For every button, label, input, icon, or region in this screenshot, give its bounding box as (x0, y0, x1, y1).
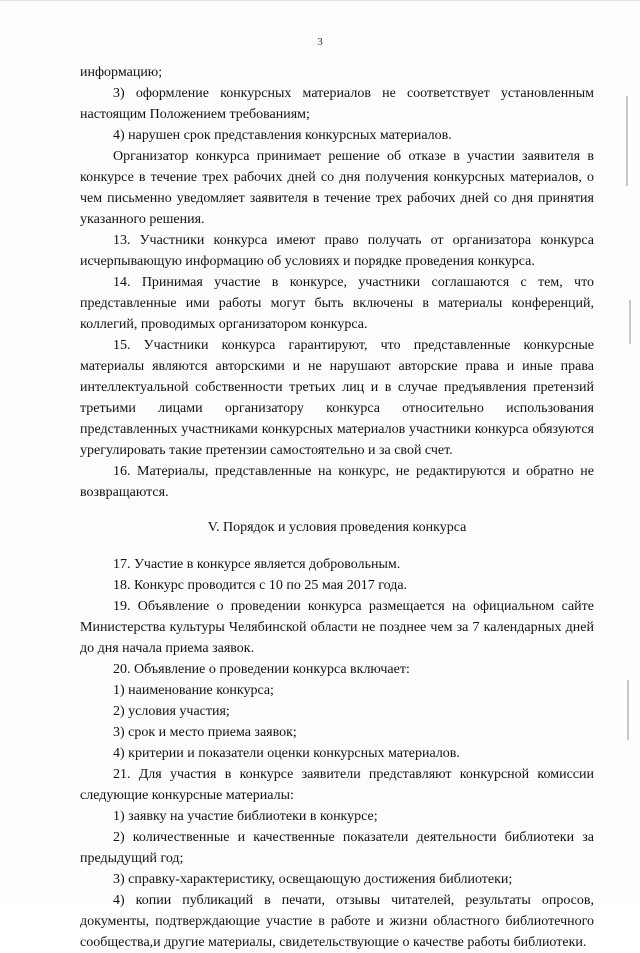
paragraph: 4) критерии и показатели оценки конкурсных материалов. (113, 746, 460, 761)
paragraph: 3) срок и место приема заявок; (113, 725, 297, 740)
page-number: 3 (317, 36, 323, 48)
paragraph: Организатор конкурса принимает решение об отказе в участии заявителя в конкурсе в течение трех рабочих дней со дня получения конкурсных материалов, о чем письменно уведомляет заявителя в течение трех рабочих дней со дня принятия указанного решения. (80, 149, 594, 227)
paragraph: 3) справку-характеристику, освещающую достижения библиотеки; (113, 872, 513, 887)
paragraph: 21. Для участия в конкурсе заявители представляют конкурсной комиссии следующие конкурсные материалы: (80, 767, 594, 803)
paragraph: 13. Участники конкурса имеют право получать от организатора конкурса исчерпывающую информацию об условиях и порядке проведения конкурса. (80, 233, 594, 269)
scan-edge-mark (626, 96, 628, 186)
paragraph: 20. Объявление о проведении конкурса включает: (113, 662, 410, 677)
paragraph: 2) условия участия; (113, 704, 230, 719)
section-heading: V. Порядок и условия проведения конкурса (207, 520, 467, 535)
paragraph: 14. Принимая участие в конкурсе, участники соглашаются с тем, что представленные ими работы могут быть включены в материалы конференций, коллегий, проводимых организатором конкурса. (80, 275, 594, 332)
scan-edge-mark (627, 680, 629, 740)
scan-edge-mark (629, 300, 631, 344)
paragraph: 2) количественные и качественные показатели деятельности библиотеки за предыдущий год; (80, 830, 594, 866)
paragraph: 18. Конкурс проводится с 10 по 25 мая 2017 года. (113, 578, 408, 593)
paragraph: 4) копии публикаций в печати, отзывы читателей, результаты опросов, документы, подтверждающие участие в работе и жизни областного библиотечного сообщества,и другие материалы, свидетельствующие о качестве работы библиотеки. (80, 893, 594, 950)
scan-edge-mark (0, 0, 640, 1)
paragraph: 1) заявку на участие библиотеки в конкурсе; (113, 809, 378, 824)
paragraph: 16. Материалы, представленные на конкурс, не редактируются и обратно не возвращаются. (80, 464, 594, 500)
paragraph: 4) нарушен срок представления конкурсных материалов. (113, 128, 452, 143)
top-paragraphs (80, 62, 594, 503)
document-body (80, 62, 594, 953)
paragraph: 17. Участие в конкурсе является добровольным. (113, 557, 401, 572)
paragraph: 3) оформление конкурсных материалов не соответствует установленным настоящим Положением требованиям; (80, 86, 594, 122)
bottom-paragraphs (80, 554, 594, 953)
paragraph: 15. Участники конкурса гарантируют, что представленные конкурсные материалы являются авторскими и не нарушают авторские права и иные права интеллектуальной собственности третьих лиц и в случае предъявления претензий третьими лицами организатору конкурса относительно использования представленных участниками конкурсных материалов участники конкурса обязуются урегулировать такие претензии самостоятельно и за свой счет. (80, 338, 594, 458)
paragraph: 19. Объявление о проведении конкурса размещается на официальном сайте Министерства культуры Челябинской области не позднее чем за 7 календарных дней до дня начала приема заявок. (80, 599, 594, 656)
paragraph: информацию; (80, 65, 163, 80)
paragraph: 1) наименование конкурса; (113, 683, 274, 698)
